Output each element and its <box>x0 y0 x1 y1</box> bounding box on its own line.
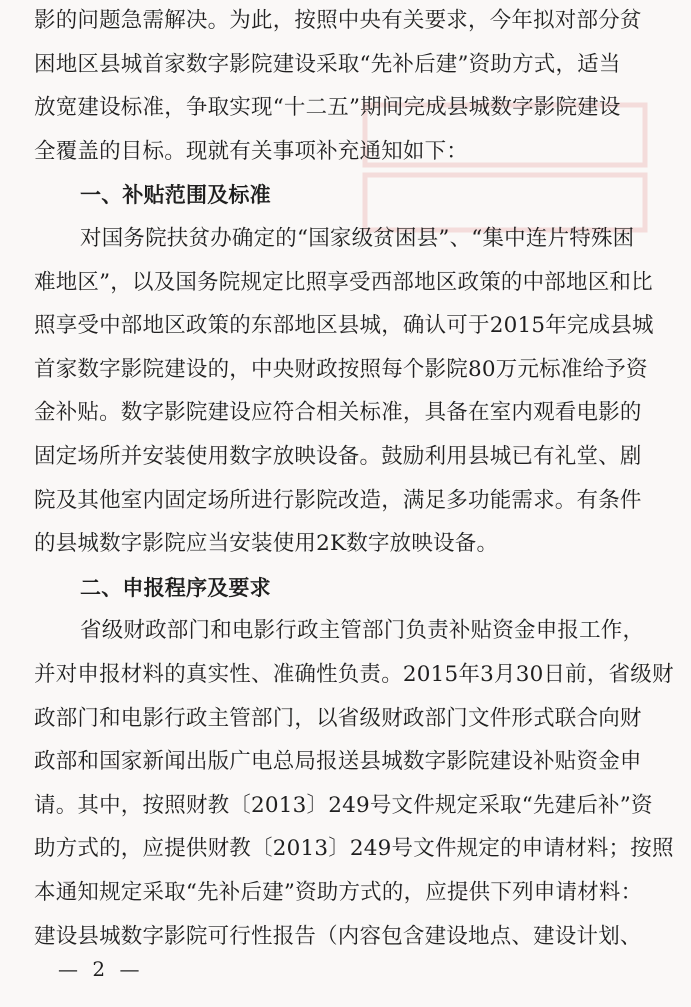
text-line: 金补贴。数字影院建设应符合相关标准，具备在室内观看电影的 <box>34 400 642 426</box>
text-line: 首家数字影院建设的，中央财政按照每个影院80万元标准给予资 <box>34 356 648 382</box>
text-line: 助方式的，应提供财教〔2013〕249号文件规定的申请材料；按照 <box>34 836 674 862</box>
text-line: 政部门和电影行政主管部门，以省级财政部门文件形式联合向财 <box>34 705 642 731</box>
text-line: 建设县城数字影院可行性报告（内容包含建设地点、建设计划、 <box>34 923 642 949</box>
text-line: 本通知规定采取“先补后建”资助方式的，应提供下列申请材料： <box>34 880 643 905</box>
text-line: 照享受中部地区政策的东部地区县城，确认可于2015年完成县城 <box>34 313 654 339</box>
text-line: 影的问题急需解决。为此，按照中央有关要求，今年拟对部分贫 <box>34 8 642 33</box>
text-line: 政部和国家新闻出版广电总局报送县城数字影院建设补贴资金申 <box>34 749 642 775</box>
page-number: — 2 — <box>58 957 144 981</box>
text-line: 院及其他室内固定场所进行影院改造，满足多功能需求。有条件 <box>34 487 642 513</box>
text-line: 请。其中，按照财教〔2013〕249号文件规定采取“先建后补”资 <box>34 792 653 818</box>
text-line: 省级财政部门和电影行政主管部门负责补贴资金申报工作， <box>80 618 645 644</box>
section-heading: 一、补贴范围及标准 <box>80 183 271 208</box>
text-line: 并对申报材料的真实性、准确性负责。2015年3月30日前，省级财 <box>34 662 674 687</box>
text-line: 全覆盖的目标。现就有关事项补充通知如下： <box>34 138 469 164</box>
text-line: 固定场所并安装使用数字放映设备。鼓励利用县城已有礼堂、剧 <box>34 444 642 469</box>
text-line: 放宽建设标准，争取实现“十二五”期间完成县城数字影院建设 <box>34 95 621 121</box>
text-line: 难地区”，以及国务院规定比照享受西部地区政策的中部地区和比 <box>34 269 653 295</box>
text-line: 的县城数字影院应当安装使用2K数字放映设备。 <box>34 531 499 557</box>
text-line: 困地区县城首家数字影院建设采取“先补后建”资助方式，适当 <box>34 51 621 77</box>
text-line: 对国务院扶贫办确定的“国家级贫困县”、“集中连片特殊困 <box>80 226 635 251</box>
section-heading: 二、申报程序及要求 <box>80 575 271 600</box>
